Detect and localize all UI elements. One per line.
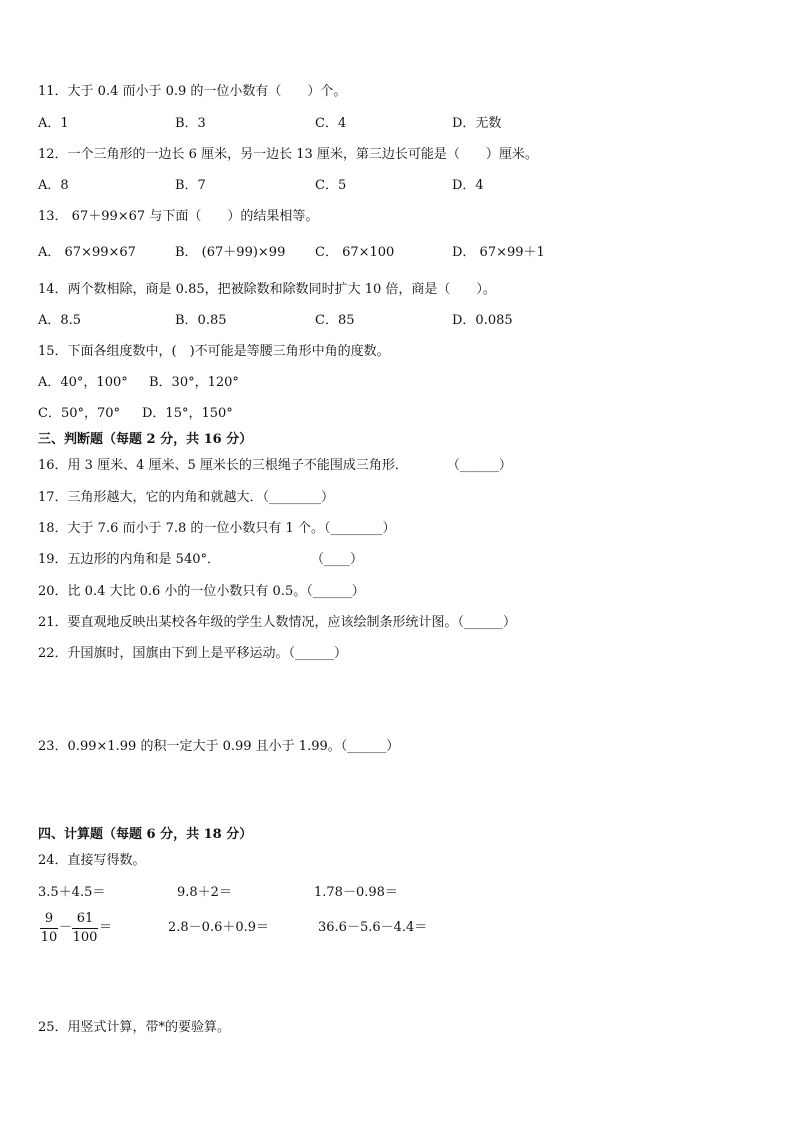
q24-minus-sign: － (59, 920, 73, 935)
q15-option-a: A．40°，100° (38, 375, 128, 390)
q15-option-c: C．50°，70° (38, 406, 121, 421)
q24-fraction-2-denominator: 100 (72, 930, 98, 945)
q24-item-3: 1.78－0.98＝ (314, 885, 398, 900)
q11-option-c: C．4 (315, 116, 347, 131)
q17: 17．三角形越大，它的内角和就越大．（________） (38, 490, 335, 505)
q24-fraction-1-denominator: 10 (40, 930, 58, 945)
q14-option-b: B．0.85 (175, 313, 227, 328)
section4-heading: 四、计算题（每题 6 分，共 18 分） (38, 827, 253, 842)
q24-fraction-1 (40, 911, 58, 946)
q21: 21．要直观地反映出某校各年级的学生人数情况，应该绘制条形统计图。（______） (38, 615, 517, 630)
q13-option-c: C． 67×100 (315, 245, 395, 260)
q13-option-a: A． 67×99×67 (38, 245, 136, 260)
q24-fraction-2 (72, 911, 98, 946)
q13-option-d: D． 67×99＋1 (452, 245, 545, 260)
q14-option-a: A．8.5 (38, 313, 82, 328)
q14-option-d: D．0.085 (452, 313, 513, 328)
q15-option-d: D．15°，150° (142, 406, 233, 421)
q14-option-c: C．85 (315, 313, 355, 328)
q24-item-1: 3.5＋4.5＝ (38, 885, 106, 900)
section3-heading: 三、判断题（每题 2 分，共 16 分） (38, 432, 253, 447)
q12-option-d: D．4 (452, 178, 484, 193)
q13-option-b: B． (67＋99)×99 (175, 245, 286, 260)
q11-option-b: B．3 (175, 116, 206, 131)
q12-option-b: B．7 (175, 178, 206, 193)
q24-item-5: 2.8－0.6＋0.9＝ (168, 920, 270, 935)
q24-item-2: 9.8＋2＝ (177, 885, 232, 900)
q11-stem: 11．大于 0.4 而小于 0.9 的一位小数有（ ）个。 (38, 84, 347, 99)
q12-option-a: A．8 (38, 178, 69, 193)
q25: 25．用竖式计算，带*的要验算。 (38, 1020, 231, 1035)
q11-option-d: D．无数 (452, 116, 502, 131)
q20: 20．比 0.4 大比 0.6 小的一位小数只有 0.5。（______） (38, 584, 365, 599)
q16: 16．用 3 厘米、4 厘米、5 厘米长的三根绳子不能围成三角形． （______） (38, 458, 512, 473)
q19: 19．五边形的内角和是 540°． （____） (38, 552, 363, 567)
q24-equals-sign: ＝ (99, 920, 113, 935)
q24-fraction-1-numerator: 9 (44, 911, 54, 926)
fraction-bar (40, 928, 58, 929)
q23: 23．0.99×1.99 的积一定大于 0.99 且小于 1.99。（______） (38, 739, 400, 754)
q24-fraction-2-numerator: 61 (76, 911, 94, 926)
q18: 18．大于 7.6 而小于 7.8 的一位小数只有 1 个。（________） (38, 521, 396, 536)
fraction-bar (72, 928, 98, 929)
q14-stem: 14．两个数相除，商是 0.85，把被除数和除数同时扩大 10 倍，商是（ ）。 (38, 282, 496, 297)
q24-item-6: 36.6－5.6－4.4＝ (318, 920, 428, 935)
q24-stem: 24．直接写得数。 (38, 853, 146, 868)
q11-option-a: A．1 (38, 116, 69, 131)
q12-option-c: C．5 (315, 178, 347, 193)
q13-stem: 13． 67＋99×67 与下面（ ）的结果相等。 (38, 209, 319, 224)
q12-stem: 12．一个三角形的一边长 6 厘米，另一边长 13 厘米，第三边长可能是（ ）厘米。 (38, 147, 538, 162)
q15-option-b: B．30°，120° (149, 375, 239, 390)
q22: 22．升国旗时，国旗由下到上是平移运动。（______） (38, 646, 348, 661)
q15-stem: 15．下面各组度数中，( )不可能是等腰三角形中角的度数。 (38, 344, 390, 359)
